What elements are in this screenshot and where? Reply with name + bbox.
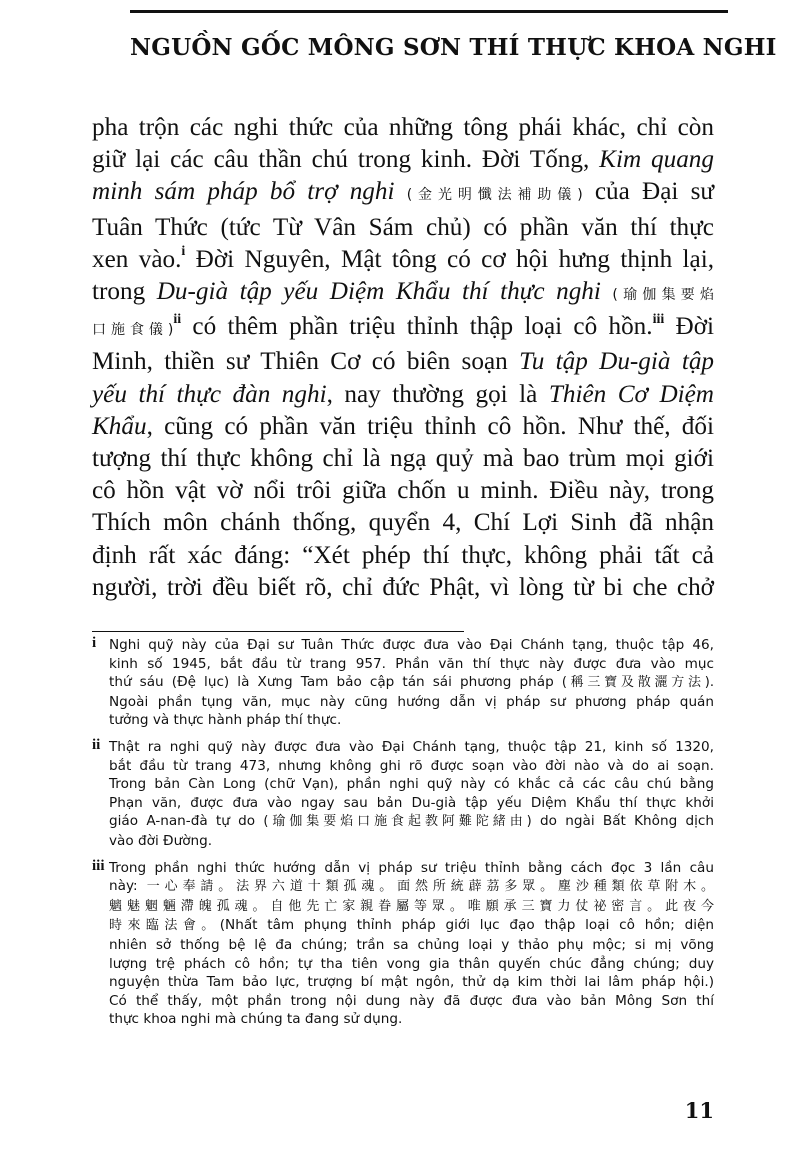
- footnote-line: lượng trệ phách cô hồn; tự tha tiên vong gia thân quyến chúc đẳng chúng; duy: [109, 955, 714, 972]
- footnote-ref: i: [181, 244, 186, 260]
- main-text: [92, 112, 714, 604]
- footnote-line: Trong bản Càn Long (chữ Vạn), phần nghi quỹ này có khắc cả các câu chú bằng: [109, 776, 714, 793]
- footnote-line: thứ sáu (Đệ lục) là Xưng Tam bảo cập tán sái phương pháp (稱三寶及散灑方法).: [109, 674, 715, 691]
- text-line: Minh, thiền sư Thiên Cơ có biên soạn Tu tập Du-già tập: [92, 348, 715, 376]
- page-number: 11: [684, 1098, 714, 1123]
- footnote-line: nhiên sở thống bệ lệ đa chúng; trần sa chủng loại y thảo phụ mộc; si mị võng: [109, 936, 714, 953]
- footnote-ref: iii: [652, 311, 665, 327]
- footnote-line: Ngoài phần tụng văn, mục này cũng hướng dẫn vị pháp sư phương pháp quán: [109, 693, 714, 710]
- footnote-2: [92, 738, 714, 851]
- footnote-line: 時來臨法會。(Nhất tâm phụng thỉnh pháp giới lục đạo thập loại cô hồn; diện: [109, 917, 714, 934]
- text-line: minh sám pháp bổ trợ nghi (金光明懺法補助儀) của Đại sư: [92, 178, 715, 206]
- chinese-title: (瑜伽集要焰: [612, 287, 715, 304]
- footnote-line: Trong phần nghi thức hướng dẫn vị pháp sư triệu thỉnh bằng cách đọc 3 lần câu: [109, 859, 714, 876]
- footnotes: [92, 636, 714, 1037]
- footnote-line: Nghi quỹ này của Đại sư Tuân Thức được đưa vào Đại Chánh tạng, thuộc tập 46,: [109, 637, 714, 653]
- footnote-line: vào đời Đường.: [109, 832, 213, 849]
- chinese-title: (金光明懺法補助儀): [406, 187, 583, 204]
- footnote-rule: [92, 631, 464, 632]
- text-line: cô hồn vật vờ nổi trôi giữa chốn u minh. Điều này, trong: [92, 477, 714, 505]
- footnote-mark: iii: [92, 857, 105, 874]
- text-line: 口施食儀)$^{ii}$ có thêm phần triệu thỉnh thập loại cô hồn.$^{iii}$ Đời: [92, 311, 715, 341]
- footnote-line: kinh số 1945, bắt đầu từ trang 957. Phần văn thí thực này được đưa vào mục: [109, 655, 714, 672]
- footnote-mark: ii: [92, 736, 101, 753]
- footnote-ref: ii: [173, 311, 182, 327]
- running-header: NGUỒN GỐC MÔNG SƠN THÍ THỰC KHOA NGHI: [130, 34, 777, 61]
- footnote-mark: i: [92, 635, 97, 651]
- text-line: Tuân Thức (tức Từ Vân Sám chủ) có phần văn thí thực: [92, 213, 714, 241]
- text-line: giữ lại các câu thần chú trong kinh. Đời Tống, Kim quang: [92, 146, 714, 174]
- footnote-line: tưởng và thực hành pháp thí thực.: [109, 712, 342, 729]
- footnote-line: giáo A-nan-đà tự do (瑜伽集要焰口施食起教阿難陀緒由) do ngài Bất Không dịch: [109, 813, 714, 830]
- footnote-1: [92, 636, 714, 730]
- text-line: định rất xác đáng: “Xét phép thí thực, không phải tất cả: [92, 541, 714, 569]
- footnote-line: 魑魅魍魎滯魄孤魂。自他先亡家親眷屬等眾。唯願承三寶力仗祕密言。此夜今: [109, 898, 714, 914]
- header-rule: [130, 10, 728, 13]
- footnote-line: thực khoa nghi mà chúng ta đang sử dụng.: [109, 1011, 403, 1028]
- text-line: xen vào.$^i$ Đời Nguyên, Mật tông có cơ hội hưng thịnh lại,: [92, 244, 715, 273]
- footnote-line: bắt đầu từ trang 473, nhưng không ghi rõ được soạn vào đời nào và do ai soạn.: [109, 757, 714, 774]
- footnote-line: nguyện thừa Tam bảo lực, trượng bí mật ngôn, thử dạ kim thời lai lâm pháp hội.): [109, 974, 714, 991]
- footnote-line: Phạn văn, được đưa vào ngay sau bản Du-già tập yếu Diệm Khẩu thí thực khởi: [109, 794, 714, 811]
- chinese-title: 口施食儀): [92, 322, 174, 339]
- text-line: yếu thí thực đàn nghi, nay thường gọi là Thiên Cơ Diệm: [92, 380, 715, 408]
- footnote-line: Có thể thấy, một phần trong nội dung này đã được đưa vào bản Mông Sơn thí: [109, 992, 714, 1009]
- text-line: Khẩu, cũng có phần văn triệu thỉnh cô hồn. Như thế, đối: [92, 412, 714, 440]
- text-line: tượng thí thực không chỉ là ngạ quỷ mà bao trùm mọi giới: [92, 445, 714, 473]
- footnote-line: Thật ra nghi quỹ này được đưa vào Đại Chánh tạng, thuộc tập 21, kinh số 1320,: [109, 738, 714, 755]
- footnote-3: [92, 859, 714, 1029]
- text-line: trong Du-già tập yếu Diệm Khẩu thí thực nghi (瑜伽集要焰: [92, 278, 715, 306]
- text-line: Thích môn chánh thống, quyển 4, Chí Lợi Sinh đã nhận: [92, 509, 714, 537]
- text-line: pha trộn các nghi thức của những tông phái khác, chỉ còn: [92, 114, 714, 141]
- footnote-line: này: 一心奉請。法界六道十類孤魂。面然所統薜茘多眾。塵沙種類依草附木。: [109, 878, 714, 895]
- text-line: người, trời đều biết rõ, chỉ đức Phật, vì lòng từ bi che chở: [92, 573, 714, 601]
